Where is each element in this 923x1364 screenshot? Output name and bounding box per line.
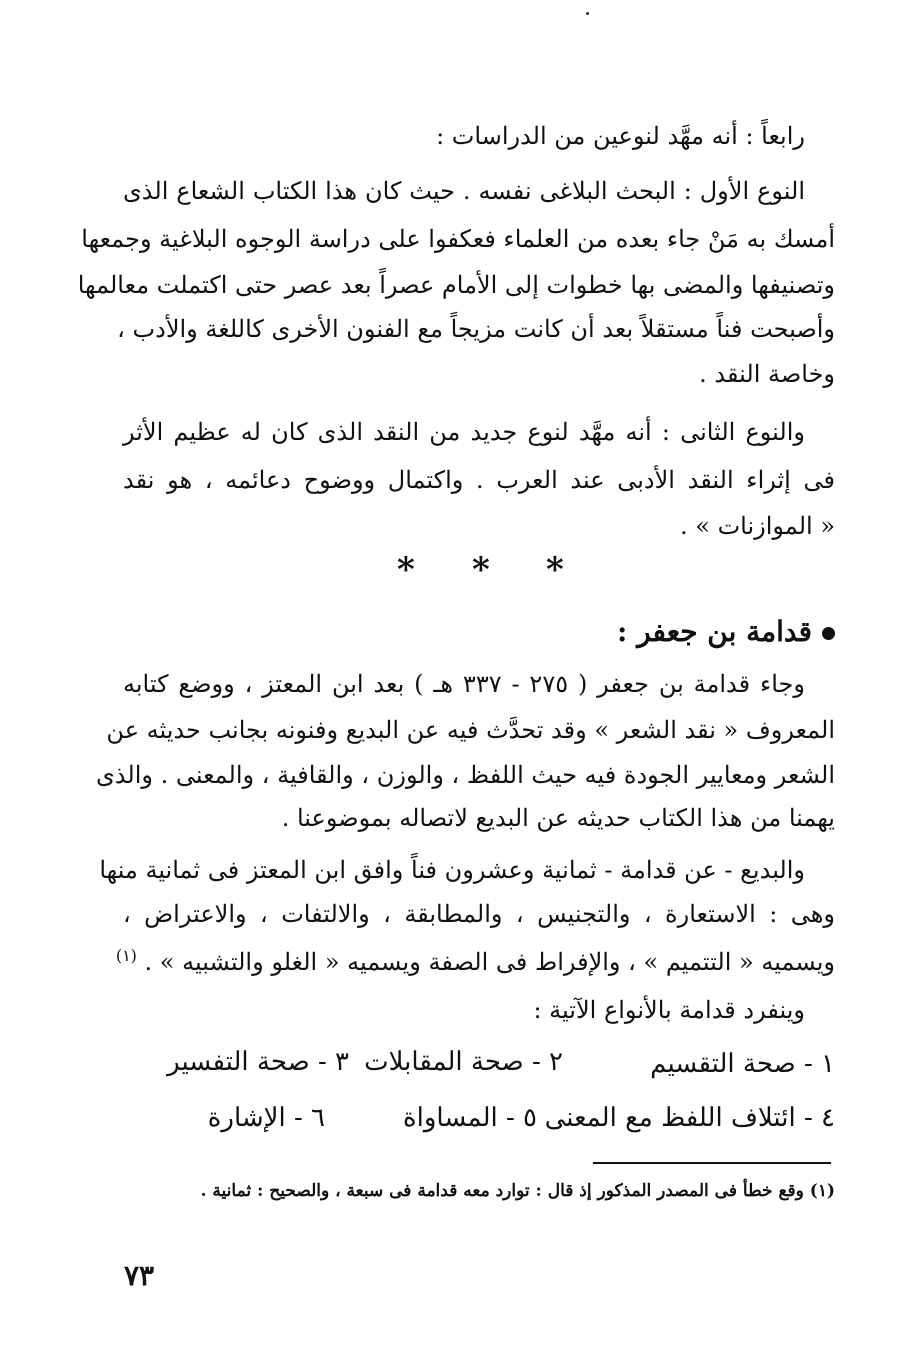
paragraph5-line: وينفرد قدامة بالأنواع الآتية :: [533, 996, 805, 1024]
paragraph2-line-3: « الموازنات » .: [680, 512, 835, 540]
paragraph1-line-3: وتصنيفها والمضى بها خطوات إلى الأمام عصراً بعد عصر حتى اكتملت معالمها: [77, 271, 835, 299]
section-heading: [617, 610, 835, 654]
footnote-marker: (١): [115, 946, 137, 965]
intro-line: رابعاً : أنه مهَّد لنوعين من الدراسات :: [436, 122, 805, 150]
paragraph4-line-3-wrap: [115, 936, 835, 982]
list-item: ١ - صحة التقسيم: [650, 1049, 835, 1079]
paragraph3-line-3: الشعر ومعايير الجودة فيه حيث اللفظ ، والوزن ، والقافية ، والمعنى . والذى: [96, 761, 835, 789]
footnote-divider: [593, 1162, 831, 1164]
paragraph1-line-2: أمسك به مَنْ جاء بعده من العلماء فعكفوا على دراسة الوجوه البلاغية وجمعها: [81, 225, 835, 253]
list-item: ٦ - الإشارة: [207, 1103, 325, 1133]
page-speck: [586, 12, 589, 15]
list-item: ٥ - المساواة: [403, 1103, 537, 1133]
paragraph1-line-1: النوع الأول : البحث البلاغى نفسه . حيث كان هذا الكتاب الشعاع الذى: [123, 177, 805, 205]
paragraph4-line-3: ويسميه « التتميم » ، والإفراط فى الصفة ويسميه « الغلو والتشبيه » .: [144, 948, 835, 976]
paragraph1-line-4: وأصبحت فناً مستقلاً بعد أن كانت مزيجاً مع الفنون الأخرى كاللغة والأدب ،: [117, 315, 835, 343]
paragraph3-line-4: يهمنا من هذا الكتاب حديثه عن البديع لاتصاله بموضوعنا .: [281, 804, 835, 832]
paragraph4-line-2: وهى : الاستعارة ، والتجنيس ، والمطابقة ، والالتفات ، والاعتراض ،: [123, 900, 835, 928]
paragraph4-line-1: والبديع - عن قدامة - ثمانية وعشرون فناً وافق ابن المعتز فى ثمانية منها: [99, 856, 805, 884]
separator-star: *: [397, 550, 415, 590]
list-item: ٣ - صحة التفسير: [167, 1047, 349, 1077]
section-separator: [0, 552, 923, 588]
section-heading-text: قدامة بن جعفر :: [617, 615, 812, 648]
footnote-text: (١) وقع خطأ فى المصدر المذكور إذ قال : توارد معه قدامة فى سبعة ، والصحيح : ثمانية .: [200, 1181, 835, 1201]
separator-star: *: [546, 550, 564, 590]
paragraph3-line-2: المعروف « نقد الشعر » وقد تحدَّث فيه عن البديع وفنونه بجانب حديثه عن: [106, 716, 835, 744]
paragraph3-line-1: وجاء قدامة بن جعفر ( ٢٧٥ - ٣٣٧ هـ ) بعد ابن المعتز ، ووضع كتابه: [123, 670, 805, 698]
paragraph2-line-2: فى إثراء النقد الأدبى عند العرب . واكتمال ووضوح دعائمه ، هو نقد: [123, 466, 835, 494]
separator-star: *: [472, 550, 490, 590]
bullet-icon: [822, 627, 835, 640]
paragraph1-line-5: وخاصة النقد .: [699, 360, 835, 388]
page-number: ٧٣: [124, 1259, 155, 1292]
list-item: ٤ - ائتلاف اللفظ مع المعنى: [544, 1103, 835, 1133]
paragraph2-line-1: والنوع الثانى : أنه مهَّد لنوع جديد من النقد الذى كان له عظيم الأثر: [123, 418, 805, 446]
list-item: ٢ - صحة المقابلات: [364, 1047, 563, 1077]
